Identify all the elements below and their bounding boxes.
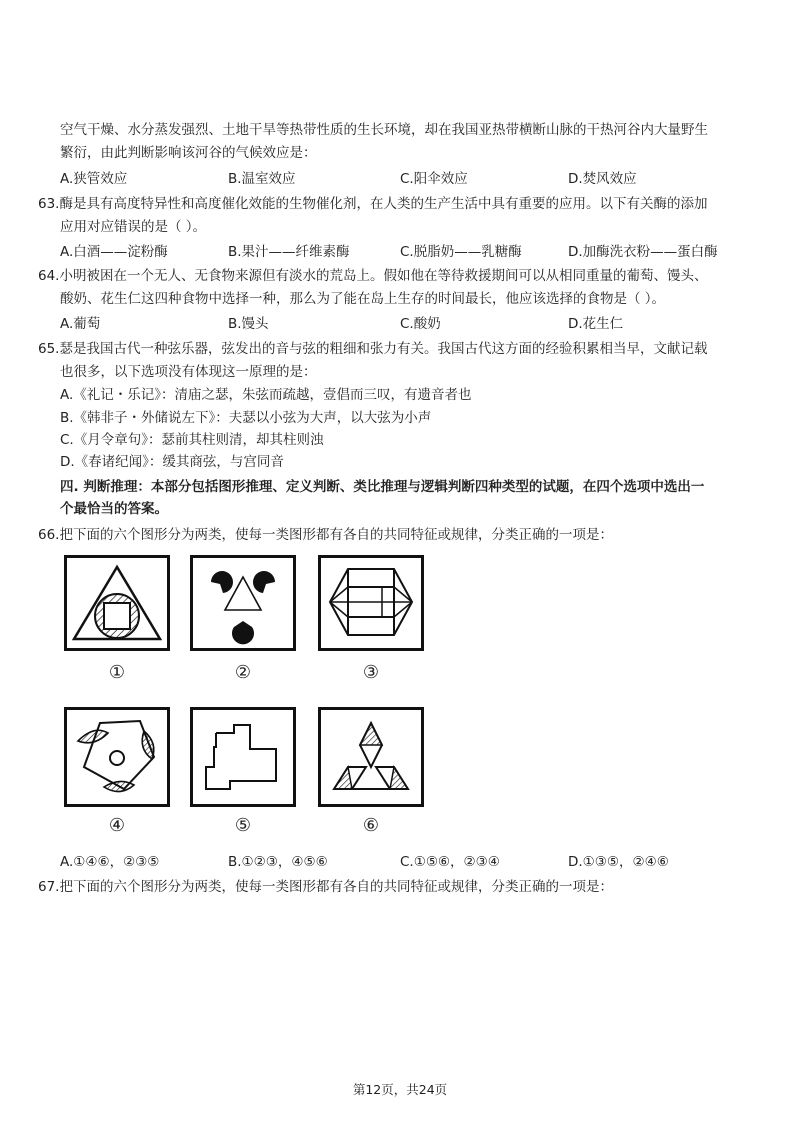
q65-option-b: B.《韩非子・外储说左下》：夫瑟以小弦为大声，以大弦为小声 xyxy=(60,410,432,426)
q62-option-a: A.狭管效应 xyxy=(60,171,128,187)
section4-heading-line2: 个最恰当的答案。 xyxy=(60,501,168,517)
q64-option-c: C.酸奶 xyxy=(400,316,441,332)
q66-option-c: C.①⑤⑥，②③④ xyxy=(400,854,500,870)
q64-option-d: D.花生仁 xyxy=(568,316,624,332)
figure-1 xyxy=(64,555,170,651)
q66-option-a: A.①④⑥，②③⑤ xyxy=(60,854,160,870)
q62-option-c: C.阳伞效应 xyxy=(400,171,468,187)
q66-stem: 66.把下面的六个图形分为两类，使每一类图形都有各自的共同特征或规律，分类正确的一项是： xyxy=(38,527,613,543)
q64-option-b: B.馒头 xyxy=(228,316,269,332)
q64-options xyxy=(60,315,760,333)
q65-stem-line2: 也很多，以下选项没有体现这一原理的是： xyxy=(60,364,317,380)
q67-stem: 67.把下面的六个图形分为两类，使每一类图形都有各自的共同特征或规律，分类正确的一项是： xyxy=(38,879,613,895)
figure-5 xyxy=(190,707,296,807)
q62-stem-line2: 繁衍，由此判断影响该河谷的气候效应是： xyxy=(60,145,317,161)
q63-option-b: B.果汁——纤维素酶 xyxy=(228,244,350,260)
q65-option-d: D.《春诸纪闻》：缓其商弦，与宫同音 xyxy=(60,454,284,470)
q62-options xyxy=(60,170,760,188)
q62-option-b: B.温室效应 xyxy=(228,171,296,187)
q66-option-b: B.①②③，④⑤⑥ xyxy=(228,854,328,870)
q65-stem-line1: 65.瑟是我国古代一种弦乐器，弦发出的音与弦的粗细和张力有关。我国古代这方面的经验积累相当早，文献记载 xyxy=(38,341,708,357)
q64-option-a: A.葡萄 xyxy=(60,316,101,332)
q65-option-c: C.《月令章句》：瑟前其柱则清，却其柱则浊 xyxy=(60,432,324,448)
figure-6-label: ⑥ xyxy=(362,815,380,836)
q63-stem-line1: 63.酶是具有高度特异性和高度催化效能的生物催化剂，在人类的生产生活中具有重要的应用。以下有关酶的添加 xyxy=(38,196,708,212)
section4-heading-line1: 四. 判断推理：本部分包括图形推理、定义判断、类比推理与逻辑判断四种类型的试题，在四个选项中选出一 xyxy=(60,479,705,495)
figure-4-label: ④ xyxy=(108,815,126,836)
q63-option-c: C.脱脂奶——乳糖酶 xyxy=(400,244,522,260)
figure-2 xyxy=(190,555,296,651)
q63-stem-line2: 应用对应错误的是（ ）。 xyxy=(60,219,207,235)
q62-option-d: D.焚风效应 xyxy=(568,171,637,187)
q66-options xyxy=(60,853,760,871)
q64-stem-line2: 酸奶、花生仁这四种食物中选择一种，那么为了能在岛上生存的时间最长，他应该选择的食物是（ ）。 xyxy=(60,291,666,307)
figure-1-label: ① xyxy=(108,662,126,683)
figure-5-label: ⑤ xyxy=(234,815,252,836)
figure-6 xyxy=(318,707,424,807)
figure-4 xyxy=(64,707,170,807)
q62-stem-line1: 空气干燥、水分蒸发强烈、土地干旱等热带性质的生长环境，却在我国亚热带横断山脉的干热河谷内大量野生 xyxy=(60,122,708,138)
figure-3 xyxy=(318,555,424,651)
q64-stem-line1: 64.小明被困在一个无人、无食物来源但有淡水的荒岛上。假如他在等待救援期间可以从相同重量的葡萄、馒头、 xyxy=(38,268,708,284)
q63-option-a: A.白酒——淀粉酶 xyxy=(60,244,168,260)
figure-2-label: ② xyxy=(234,662,252,683)
q66-option-d: D.①③⑤，②④⑥ xyxy=(568,854,669,870)
figure-3-label: ③ xyxy=(362,662,380,683)
page-number: 第12页，共24页 xyxy=(352,1082,448,1097)
q63-option-d: D.加酶洗衣粉——蛋白酶 xyxy=(568,244,718,260)
q65-option-a: A.《礼记・乐记》：清庙之瑟，朱弦而疏越，壹倡而三叹，有遗音者也 xyxy=(60,387,472,403)
q63-options xyxy=(60,243,760,261)
